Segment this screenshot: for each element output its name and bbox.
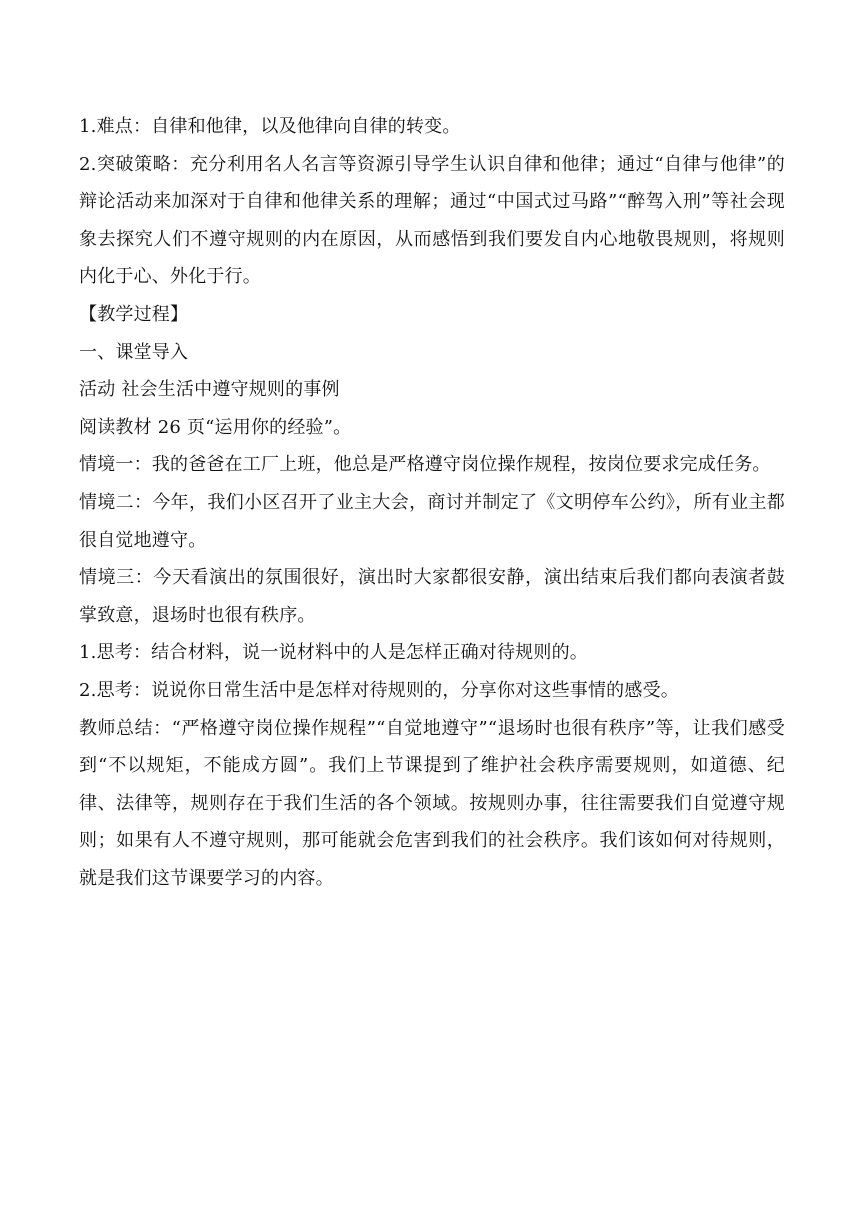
activity-title: 活动 社会生活中遵守规则的事例 (79, 379, 340, 401)
teacher-summary: 教师总结：“严格遵守岗位操作规程”“自觉地遵守”“退场时也很有秩序”等，让我们感受到“不以规矩，不能成方圆”。我们上节课提到了维护社会秩序需要规则，如道德、纪律、法律等，规则存在于我们生活的各个领域。按规则办事，往往需要我们自觉遵守规则；如果有人不遵守规则，那可能就会危害到我们的社会秩序。我们该如何对待规则，就是我们这节课要学习的内容。 (79, 717, 785, 889)
scenario-three: 情境三：今天看演出的氛围很好，演出时大家都很安静，演出结束后我们都向表演者鼓掌致意，退场时也很有秩序。 (79, 567, 785, 626)
difficulty-paragraph: 1.难点：自律和他律，以及他律向自律的转变。 (79, 116, 461, 137)
document-page (79, 108, 785, 897)
reading-instruction: 阅读教材 26 页“运用你的经验”。 (79, 416, 352, 438)
strategy-paragraph: 2.突破策略：充分利用名人名言等资源引导学生认识自律和他律；通过“自律与他律”的辩论活动来加深对于自律和他律关系的理解；通过“中国式过马路”“醉驾入刑”等社会现象去探究人们不遵守规则的内在原因，从而感悟到我们要发自内心地敬畏规则，将规则内化于心、外化于行。 (79, 153, 785, 288)
subsection-heading-intro: 一、课堂导入 (79, 341, 189, 363)
scenario-one: 情境一：我的爸爸在工厂上班，他总是严格遵守岗位操作规程，按岗位要求完成任务。 (79, 454, 771, 476)
section-heading-teaching-process: 【教学过程】 (79, 303, 189, 325)
scenario-two: 情境二：今年，我们小区召开了业主大会，商讨并制定了《文明停车公约》，所有业主都很自觉地遵守。 (79, 491, 785, 551)
question-one: 1.思考：结合材料，说一说材料中的人是怎样正确对待规则的。 (79, 642, 588, 664)
question-two: 2.思考：说说你日常生活中是怎样对待规则的，分享你对这些事情的感受。 (79, 679, 679, 701)
